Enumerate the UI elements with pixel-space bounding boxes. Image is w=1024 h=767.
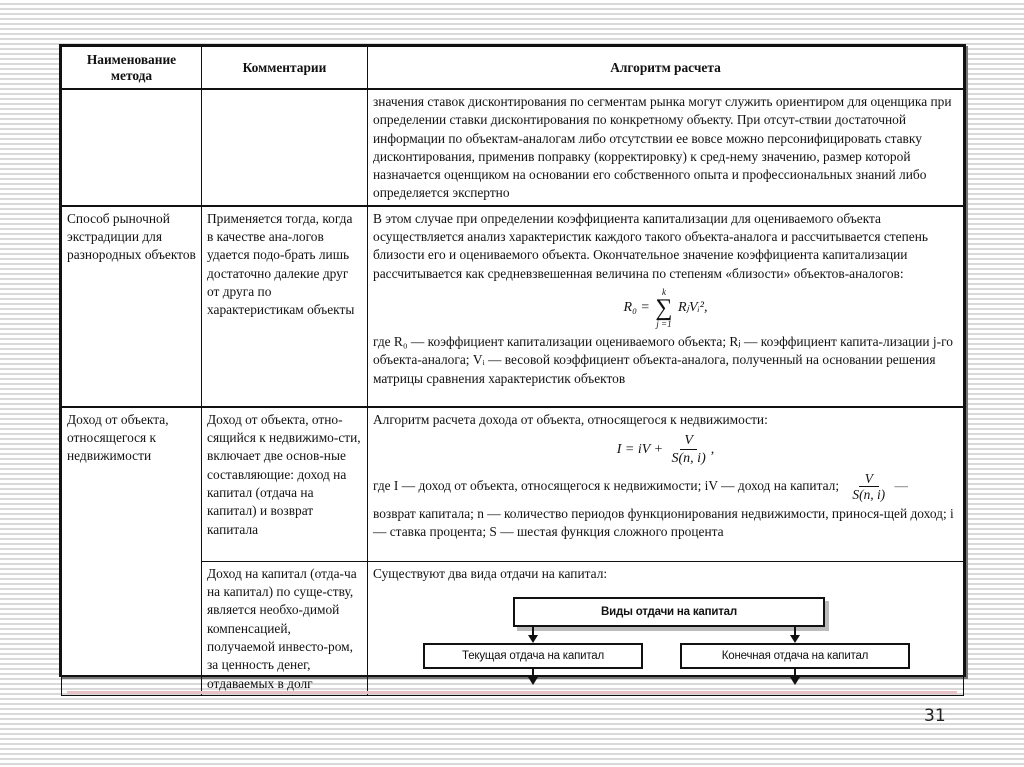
fraction-numerator: V [680,433,697,450]
header-comment: Комментарии [202,47,368,90]
algorithm-where: где R₀ — коэффициент капитализации оцениваемого объекта; Rⱼ — коэффициент капита-лизации j-го объекта-аналога; Vᵢ — весовой коэффициент объекта-аналога, полученный на основании решения матрицы сравнения характеристик объектов [373,333,953,386]
algorithm-intro: В этом случае при определении коэффициента капитализации для оцениваемого объекта осуществляется анализ характеристик каждого такого объекта-аналога и рассчитывается степень близости его и оцениваемого объекта. Окончательное значение коэффициента капитализации рассчитывается как средневзвешенная величина по степеням «близости» объектов-аналогов: [373,210,928,281]
sigma-icon: ∑ [655,294,673,321]
algorithm-where-1: где I — доход от объекта, относящегося к недвижимости; iV — доход на капитал; [373,478,840,494]
capitalization-formula [373,287,958,329]
cell-comment [202,89,368,206]
diagram-final-return-box: Конечная отдача на капитал [680,643,910,669]
connector-line-right-bottom [794,669,796,677]
header-method: Наименование метода [62,47,202,90]
return-types-diagram [373,585,958,689]
document-sheet [59,44,966,691]
algorithm-intro: Алгоритм расчета дохода от объекта, относящегося к недвижимости: [373,411,768,427]
connector-line-left-bottom [532,669,534,677]
table-row [62,89,964,206]
footer-divider [67,691,957,694]
diagram-root-box: Виды отдачи на капитал [513,597,825,627]
cell-algorithm: значения ставок дисконтирования по сегментам рынка могут служить ориентиром для оценщика при определении ставки дисконтирования по конкретному объекту. При отсут-ствии достаточной информации по объектам-аналогам либо отсутствии ее вовсе можно персонифицировать ставку дисконтирования, применив поправку (корректировку) к сред-нему значению, размер которой назначается оценщиком на основании его собственного опыта и профессиональных знаний либо определяется экспертно [368,89,964,206]
sum-lower-limit: j =1 [656,318,672,329]
fraction-denominator: S(n, i) [671,451,706,467]
table-row [62,206,964,407]
cell-method [62,89,202,206]
algorithm-where-2: возврат капитала; n — количество периодов функционирования недвижимости, принося-щей доход; i — ставка процента; S — шестая функция сложного процента [373,506,954,540]
page-number: 31 [924,706,946,726]
formula-fraction [669,433,709,467]
em-dash: — [894,478,908,494]
connector-line-left [532,627,534,635]
formula-tail: , [710,442,715,458]
cell-comment: Доход на капитал (отда-ча на капитал) по суще-ству, является необхо-димой компенсацией, получаемой инвесто-ром, за ценность денег, отдаваемых в долг [202,561,368,695]
inline-fraction [852,471,885,503]
cell-algorithm [368,407,964,562]
cell-algorithm [368,561,964,695]
sum-upper-limit: k [661,286,666,297]
fraction-denominator: S(n, i) [852,487,886,503]
table-header-row [62,47,964,90]
formula-lhs: R₀ = [623,300,650,316]
income-formula [373,433,958,467]
cell-method: Способ рыночной экстрадиции для разнородных объектов [62,206,202,407]
cell-method: Доход от объекта, относящегося к недвижимости [62,407,202,696]
methods-table [61,46,964,696]
algorithm-where-line [373,471,958,503]
cell-comment: Применяется тогда, когда в качестве ана-логов удается подо-брать лишь достаточно далекие друг от друга по характеристикам объекты [202,206,368,407]
table-row [62,407,964,562]
connector-line-right [794,627,796,635]
arrow-down-icon [528,635,538,643]
arrow-down-icon [790,677,800,685]
arrow-down-icon [790,635,800,643]
formula-term: RⱼVᵢ², [678,300,708,316]
arrow-down-icon [528,677,538,685]
diagram-current-return-box: Текущая отдача на капитал [423,643,643,669]
cell-comment: Доход от объекта, отно-сящийся к недвижимо-сти, включает две основ-ные составляющие: доход на капитал (отдача на капитал) и возврат капитала [202,407,368,562]
cell-algorithm [368,206,964,407]
header-algorithm: Алгоритм расчета [368,47,964,90]
formula-lhs: I = iV + [616,442,664,458]
summation-sign [655,287,672,329]
fraction-numerator: V [859,471,879,487]
algorithm-intro: Существуют два вида отдачи на капитал: [373,565,608,581]
